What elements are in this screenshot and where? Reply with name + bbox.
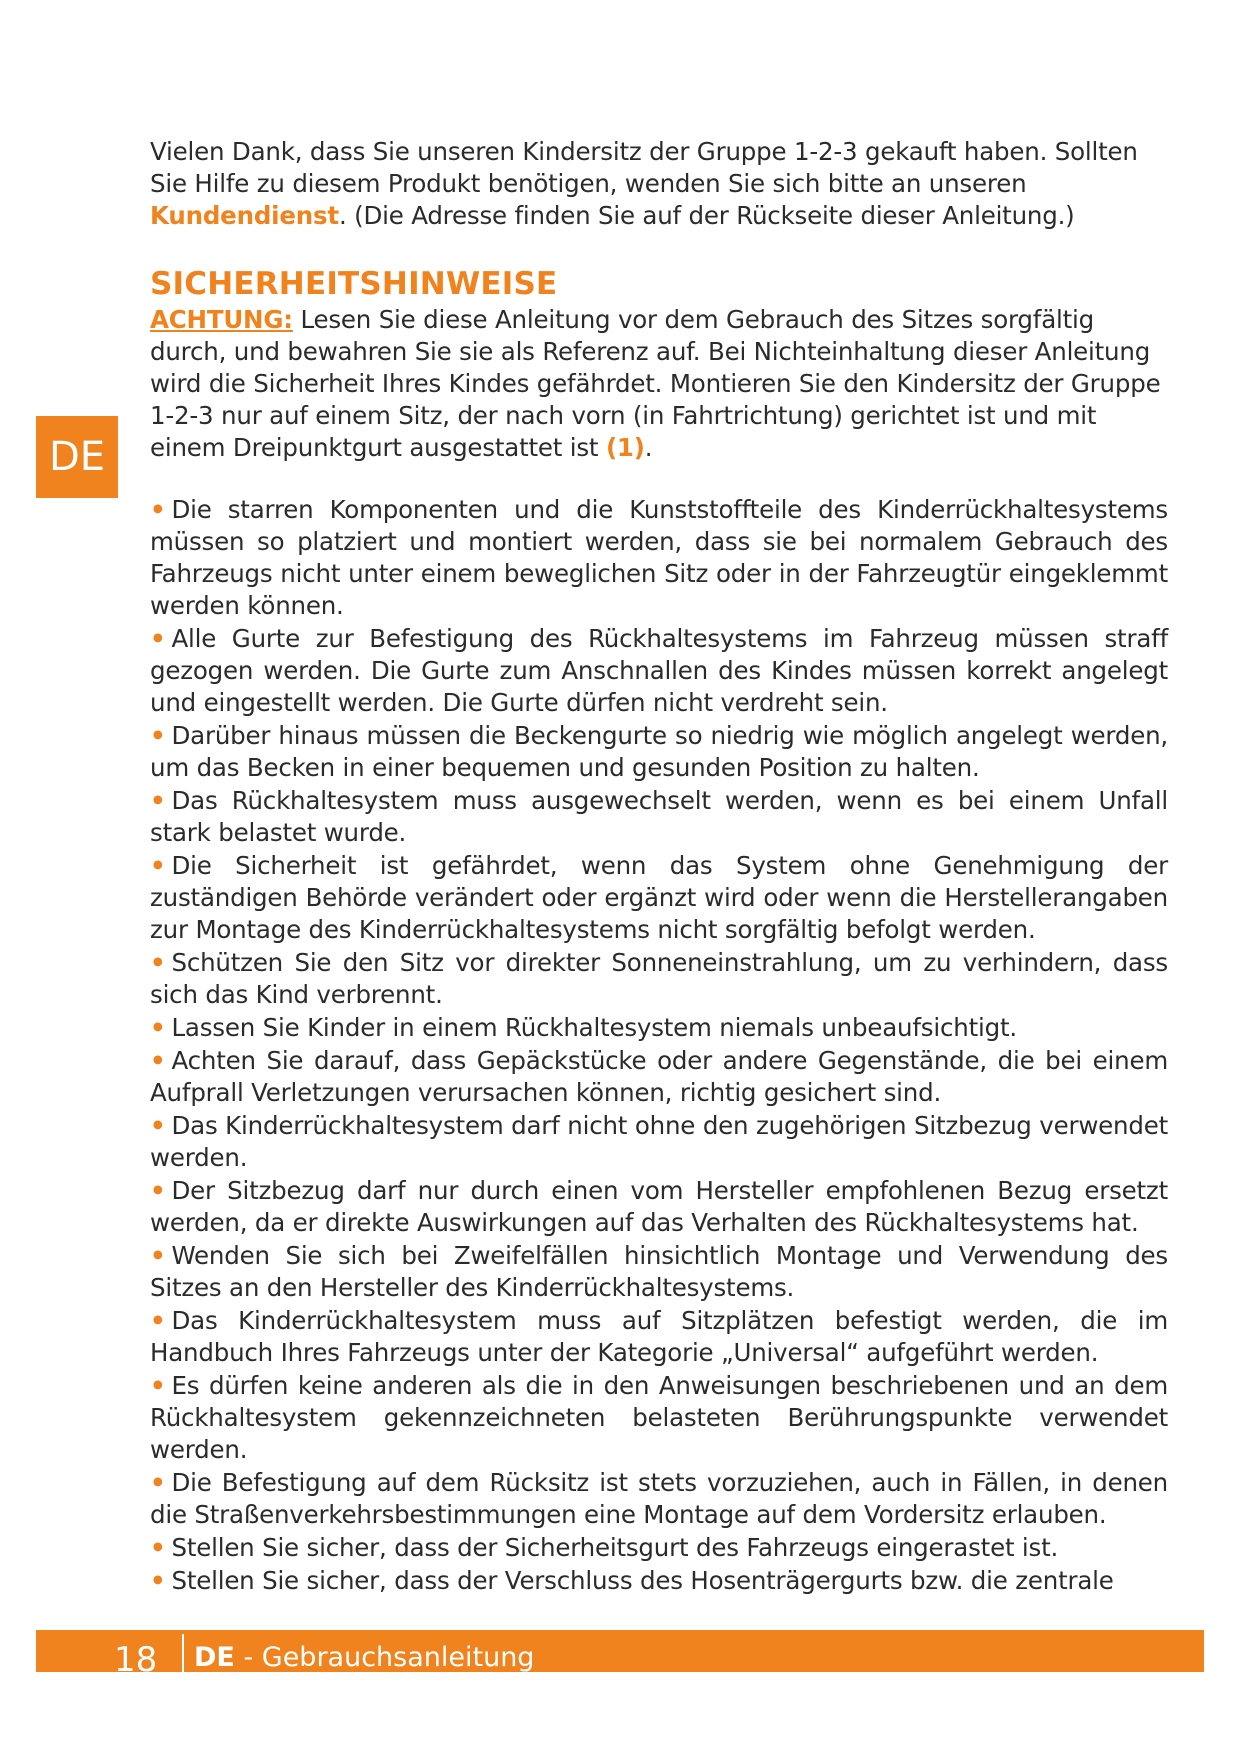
- bullet-icon: •: [150, 1468, 166, 1497]
- figure-reference: (1): [605, 433, 645, 462]
- list-item-text: Darüber hinaus müssen die Beckengurte so niedrig wie möglich angelegt werden, um das Becken in einer bequemen und gesunden Position zu halten.: [150, 721, 1168, 782]
- bullet-icon: •: [150, 851, 166, 880]
- list-item: [150, 1565, 1168, 1597]
- footer-title-text: - Gebrauchsanleitung: [234, 1642, 535, 1672]
- list-item: [150, 1370, 1168, 1466]
- language-tab: [36, 416, 118, 498]
- list-item: [150, 1467, 1168, 1531]
- bullet-icon: •: [150, 1566, 166, 1595]
- bullet-icon: •: [150, 1111, 166, 1140]
- list-item-text: Es dürfen keine anderen als die in den Anweisungen beschriebenen und an dem Rückhaltesystem gekennzeichneten belasteten Berührungspunkte verwendet werden.: [150, 1371, 1168, 1464]
- bullet-icon: •: [150, 948, 166, 977]
- list-item-text: Das Kinderrückhaltesystem darf nicht ohne den zugehörigen Sitzbezug verwendet werden.: [150, 1111, 1168, 1172]
- bullet-icon: •: [150, 1046, 166, 1075]
- list-item-text: Die starren Komponenten und die Kunststoffteile des Kinderrückhaltesystems müssen so platziert und montiert werden, dass sie bei normalem Gebrauch des Fahrzeugs nicht unter einem beweglichen Sitz oder in der Fahrzeugtür eingeklemmt werden können.: [150, 495, 1168, 620]
- list-item: [150, 947, 1168, 1011]
- bullet-icon: •: [150, 1371, 166, 1400]
- list-item: [150, 785, 1168, 849]
- bullet-icon: •: [150, 1241, 166, 1270]
- bullet-icon: •: [150, 624, 166, 653]
- intro-text: Vielen Dank, dass Sie unseren Kindersitz der Gruppe 1-2-3 gekauft haben. Sollten Sie Hilfe zu diesem Produkt benötigen, wenden Sie sich bitte an unseren: [150, 137, 1138, 198]
- list-item-text: Das Kinderrückhaltesystem muss auf Sitzplätzen befestigt werden, die im Handbuch Ihres Fahrzeugs unter der Kategorie „Universal“ aufgeführt werden.: [150, 1306, 1168, 1367]
- list-item-text: Stellen Sie sicher, dass der Sicherheitsgurt des Fahrzeugs eingerastet ist.: [171, 1533, 1059, 1562]
- list-item-text: Das Rückhaltesystem muss ausgewechselt werden, wenn es bei einem Unfall stark belastet wurde.: [150, 786, 1168, 847]
- list-item-text: Schützen Sie den Sitz vor direkter Sonneneinstrahlung, um zu verhindern, dass sich das Kind verbrennt.: [150, 948, 1168, 1009]
- list-item-text: Der Sitzbezug darf nur durch einen vom Hersteller empfohlenen Bezug ersetzt werden, da er direkte Auswirkungen auf das Verhalten des Rückhaltesystems hat.: [150, 1176, 1168, 1237]
- list-item-text: Die Befestigung auf dem Rücksitz ist stets vorzuziehen, auch in Fällen, in denen die Straßenverkehrsbestimmungen eine Montage auf dem Vordersitz erlauben.: [150, 1468, 1168, 1529]
- safety-list: [150, 494, 1168, 1597]
- list-item: [150, 720, 1168, 784]
- list-item: [150, 494, 1168, 622]
- intro-text-end: . (Die Adresse finden Sie auf der Rückseite dieser Anleitung.): [338, 201, 1075, 230]
- list-item-text: Wenden Sie sich bei Zweifelfällen hinsichtlich Montage und Verwendung des Sitzes an den Hersteller des Kinderrückhaltesystems.: [150, 1241, 1168, 1302]
- bullet-icon: •: [150, 495, 166, 524]
- warning-text: Lesen Sie diese Anleitung vor dem Gebrauch des Sitzes sorgfältig durch, und bewahren Sie sie als Referenz auf. Bei Nichteinhaltung dieser Anleitung wird die Sicherheit Ihres Kindes gefährdet. Montieren Sie den Kindersitz der Gruppe 1-2-3 nur auf einem Sitz, der nach vorn (in Fahrtrichtung) gerichtet ist und mit einem Dreipunktgurt ausgestattet ist: [150, 305, 1161, 462]
- list-item-text: Die Sicherheit ist gefährdet, wenn das System ohne Genehmigung der zuständigen Behörde verändert oder ergänzt wird oder wenn die Herstellerangaben zur Montage des Kinderrückhaltesystems nicht sorgfältig befolgt werden.: [150, 851, 1168, 944]
- page-content: [150, 136, 1168, 1598]
- list-item: [150, 1305, 1168, 1369]
- list-item-text: Stellen Sie sicher, dass der Verschluss des Hosenträgergurts bzw. die zentrale: [171, 1566, 1114, 1595]
- warning-end: .: [644, 433, 653, 462]
- bullet-icon: •: [150, 1306, 166, 1335]
- footer-lang: DE: [194, 1642, 235, 1672]
- warning-paragraph: [150, 304, 1168, 464]
- list-item: [150, 1240, 1168, 1304]
- bullet-icon: •: [150, 1013, 166, 1042]
- bullet-icon: •: [150, 786, 166, 815]
- intro-paragraph: [150, 136, 1168, 232]
- footer-divider: [182, 1634, 184, 1672]
- section-heading: SICHERHEITSHINWEISE: [150, 266, 558, 302]
- list-item-text: Alle Gurte zur Befestigung des Rückhaltesystems im Fahrzeug müssen straff gezogen werden. Die Gurte zum Anschnallen des Kindes müssen korrekt angelegt und eingestellt werden. Die Gurte dürfen nicht verdreht sein.: [150, 624, 1168, 717]
- warning-label: ACHTUNG:: [150, 305, 293, 334]
- list-item-text: Lassen Sie Kinder in einem Rückhaltesystem niemals unbeaufsichtigt.: [171, 1013, 1017, 1042]
- customer-service-link[interactable]: Kundendienst: [150, 201, 339, 230]
- bullet-icon: •: [150, 1533, 166, 1562]
- page-number: 18: [114, 1640, 158, 1672]
- list-item: [150, 1175, 1168, 1239]
- list-item: [150, 1045, 1168, 1109]
- list-item: [150, 1012, 1168, 1044]
- list-item-text: Achten Sie darauf, dass Gepäckstücke oder andere Gegenstände, die bei einem Aufprall Verletzungen verursachen können, richtig gesichert sind.: [150, 1046, 1168, 1107]
- page-footer: [36, 1630, 1204, 1672]
- footer-title: [194, 1640, 534, 1672]
- language-tab-label: DE: [48, 434, 106, 480]
- list-item: [150, 1532, 1168, 1564]
- bullet-icon: •: [150, 1176, 166, 1205]
- list-item: [150, 1110, 1168, 1174]
- bullet-icon: •: [150, 721, 166, 750]
- list-item: [150, 623, 1168, 719]
- list-item: [150, 850, 1168, 946]
